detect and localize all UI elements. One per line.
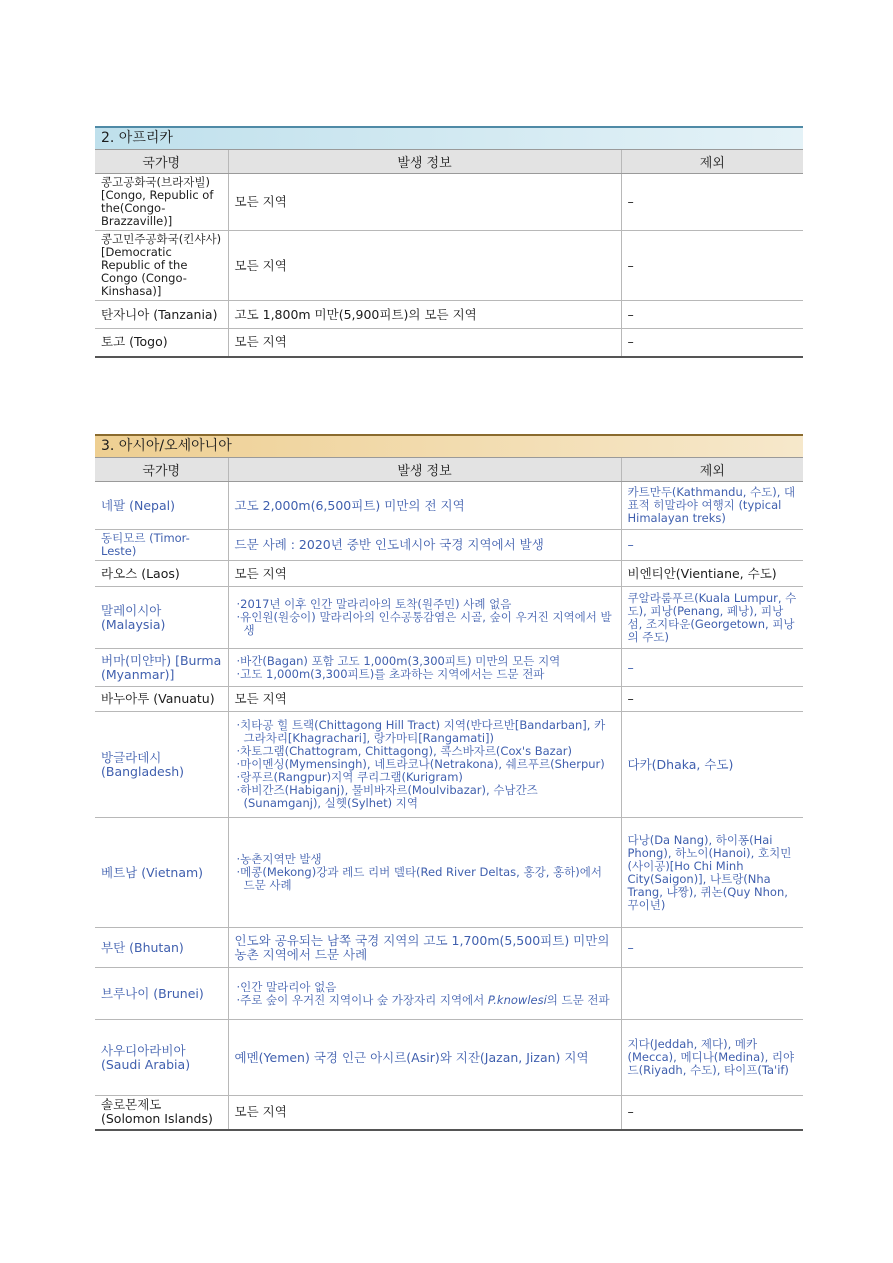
exclude-cell: – xyxy=(621,530,803,561)
table-row xyxy=(95,649,803,687)
country-cell: 방글라데시 (Bangladesh) xyxy=(95,712,228,818)
header-info: 발생 정보 xyxy=(228,150,621,174)
country-cell: 탄자니아 (Tanzania) xyxy=(95,301,228,329)
asia-table xyxy=(95,458,803,1131)
table-header-row xyxy=(95,458,803,482)
info-bullet: ·바간(Bagan) 포함 고도 1,000m(3,300피트) 미만의 모든 지역 xyxy=(236,653,561,668)
table-row xyxy=(95,712,803,818)
header-exclude: 제외 xyxy=(621,458,803,482)
info-cell xyxy=(228,587,621,649)
info-cell: 모든 지역 xyxy=(228,174,621,231)
country-cell: 바누아투 (Vanuatu) xyxy=(95,687,228,712)
exclude-cell: 카트만두(Kathmandu, 수도), 대표적 히말라야 여행지 (typical Himalayan treks) xyxy=(621,482,803,530)
exclude-cell: 비엔티안(Vientiane, 수도) xyxy=(621,561,803,587)
info-bullet: ·치타공 힐 트랙(Chittagong Hill Tract) 지역(반다르반[Bandarban], 카그라차리[Khagrachari], 랑가마티[Rangamati]) xyxy=(236,718,606,745)
exclude-cell: 다카(Dhaka, 수도) xyxy=(621,712,803,818)
info-bullet: ·마이멘싱(Mymensingh), 네트라코나(Netrakona), 쉐르푸르(Sherpur) xyxy=(236,757,605,771)
info-bullet: ·고도 1,000m(3,300피트)를 초과하는 지역에서는 드문 전파 xyxy=(236,666,545,681)
exclude-cell: – xyxy=(621,649,803,687)
country-cell: 토고 (Togo) xyxy=(95,329,228,357)
info-bullet: ·하비간즈(Habiganj), 물비바자르(Moulvibazar), 수남간즈 (Sunamganj), 실헷(Sylhet) 지역 xyxy=(236,783,538,810)
table-row xyxy=(95,301,803,329)
table-row xyxy=(95,482,803,530)
exclude-cell: – xyxy=(621,687,803,712)
country-cell: 네팔 (Nepal) xyxy=(95,482,228,530)
table-row xyxy=(95,587,803,649)
info-cell: 모든 지역 xyxy=(228,231,621,301)
info-bullet: ·농촌지역만 발생 xyxy=(236,852,322,866)
exclude-cell xyxy=(621,968,803,1020)
country-cell: 콩고공화국(브라자빌) [Congo, Republic of the(Congo-Brazzaville)] xyxy=(95,174,228,231)
section-title: 3. 아시아/오세아니아 xyxy=(95,434,803,458)
section-title: 2. 아프리카 xyxy=(95,126,803,150)
info-bullet xyxy=(235,994,615,1007)
exclude-cell: – xyxy=(621,928,803,968)
species-name: P.knowlesi xyxy=(487,992,547,1007)
info-text: ·주로 숲이 우거진 지역이나 숲 가장자리 지역에서 xyxy=(236,992,488,1007)
table-row xyxy=(95,1020,803,1096)
asia-section xyxy=(95,434,803,1131)
info-cell: 인도와 공유되는 남쪽 국경 지역의 고도 1,700m(5,500피트) 미만의 농촌 지역에서 드문 사례 xyxy=(228,928,621,968)
exclude-cell: 쿠알라룸푸르(Kuala Lumpur, 수도), 피낭(Penang, 페낭), 피낭섬, 조지타운(Georgetown, 피낭의 주도) xyxy=(621,587,803,649)
table-row xyxy=(95,1096,803,1130)
country-cell: 라오스 (Laos) xyxy=(95,561,228,587)
table-row xyxy=(95,174,803,231)
country-cell: 솔로몬제도 (Solomon Islands) xyxy=(95,1096,228,1130)
info-text: 의 드문 전파 xyxy=(546,992,610,1007)
table-row xyxy=(95,928,803,968)
exclude-cell: – xyxy=(621,174,803,231)
info-cell: 모든 지역 xyxy=(228,1096,621,1130)
table-row xyxy=(95,818,803,928)
info-bullet: ·유인원(원숭이) 말라리아의 인수공통감염은 시골, 숲이 우거진 지역에서 발생 xyxy=(236,610,612,637)
country-cell: 동티모르 (Timor-Leste) xyxy=(95,530,228,561)
table-row xyxy=(95,968,803,1020)
info-cell: 고도 2,000m(6,500피트) 미만의 전 지역 xyxy=(228,482,621,530)
exclude-cell: 지다(Jeddah, 제다), 메카(Mecca), 메디나(Medina), 리야드(Riyadh, 수도), 타이프(Ta'if) xyxy=(621,1020,803,1096)
info-cell xyxy=(228,712,621,818)
africa-section xyxy=(95,126,803,358)
info-cell: 모든 지역 xyxy=(228,561,621,587)
exclude-cell: – xyxy=(621,329,803,357)
info-cell xyxy=(228,818,621,928)
country-cell: 베트남 (Vietnam) xyxy=(95,818,228,928)
info-bullet: ·차토그램(Chattogram, Chittagong), 콕스바자르(Cox's Bazar) xyxy=(236,744,572,758)
info-cell: 고도 1,800m 미만(5,900피트)의 모든 지역 xyxy=(228,301,621,329)
table-row xyxy=(95,561,803,587)
exclude-cell: – xyxy=(621,1096,803,1130)
country-cell: 브루나이 (Brunei) xyxy=(95,968,228,1020)
africa-table xyxy=(95,150,803,358)
table-row xyxy=(95,687,803,712)
table-header-row xyxy=(95,150,803,174)
info-bullet: ·인간 말라리아 없음 xyxy=(236,979,337,994)
info-cell: 모든 지역 xyxy=(228,329,621,357)
info-cell xyxy=(228,968,621,1020)
header-country: 국가명 xyxy=(95,150,228,174)
header-info: 발생 정보 xyxy=(228,458,621,482)
info-cell xyxy=(228,649,621,687)
country-cell: 사우디아라비아 (Saudi Arabia) xyxy=(95,1020,228,1096)
info-bullet: ·랑푸르(Rangpur)지역 쿠리그램(Kurigram) xyxy=(236,770,463,784)
table-row xyxy=(95,329,803,357)
country-cell: 말레이시아 (Malaysia) xyxy=(95,587,228,649)
exclude-cell: – xyxy=(621,301,803,329)
header-country: 국가명 xyxy=(95,458,228,482)
info-bullet: ·2017년 이후 인간 말라리아의 토착(원주민) 사례 없음 xyxy=(236,597,512,611)
table-row xyxy=(95,530,803,561)
info-cell: 드문 사례 : 2020년 중반 인도네시아 국경 지역에서 발생 xyxy=(228,530,621,561)
info-bullet: ·메콩(Mekong)강과 레드 리버 델타(Red River Deltas, 홍강, 홍하)에서 드문 사례 xyxy=(236,865,602,892)
country-cell: 콩고민주공화국(킨샤사) [Democratic Republic of the Congo (Congo-Kinshasa)] xyxy=(95,231,228,301)
country-cell: 부탄 (Bhutan) xyxy=(95,928,228,968)
country-cell: 버마(미얀마) [Burma (Myanmar)] xyxy=(95,649,228,687)
exclude-cell: 다낭(Da Nang), 하이퐁(Hai Phong), 하노이(Hanoi), 호치민(사이공)[Ho Chi Minh City(Saigon)], 나트랑(Nha Trang, 냐짱), 퀴논(Quy Nhon, 꾸이년) xyxy=(621,818,803,928)
exclude-cell: – xyxy=(621,231,803,301)
table-row xyxy=(95,231,803,301)
info-cell: 예멘(Yemen) 국경 인근 아시르(Asir)와 지잔(Jazan, Jizan) 지역 xyxy=(228,1020,621,1096)
info-cell: 모든 지역 xyxy=(228,687,621,712)
header-exclude: 제외 xyxy=(621,150,803,174)
